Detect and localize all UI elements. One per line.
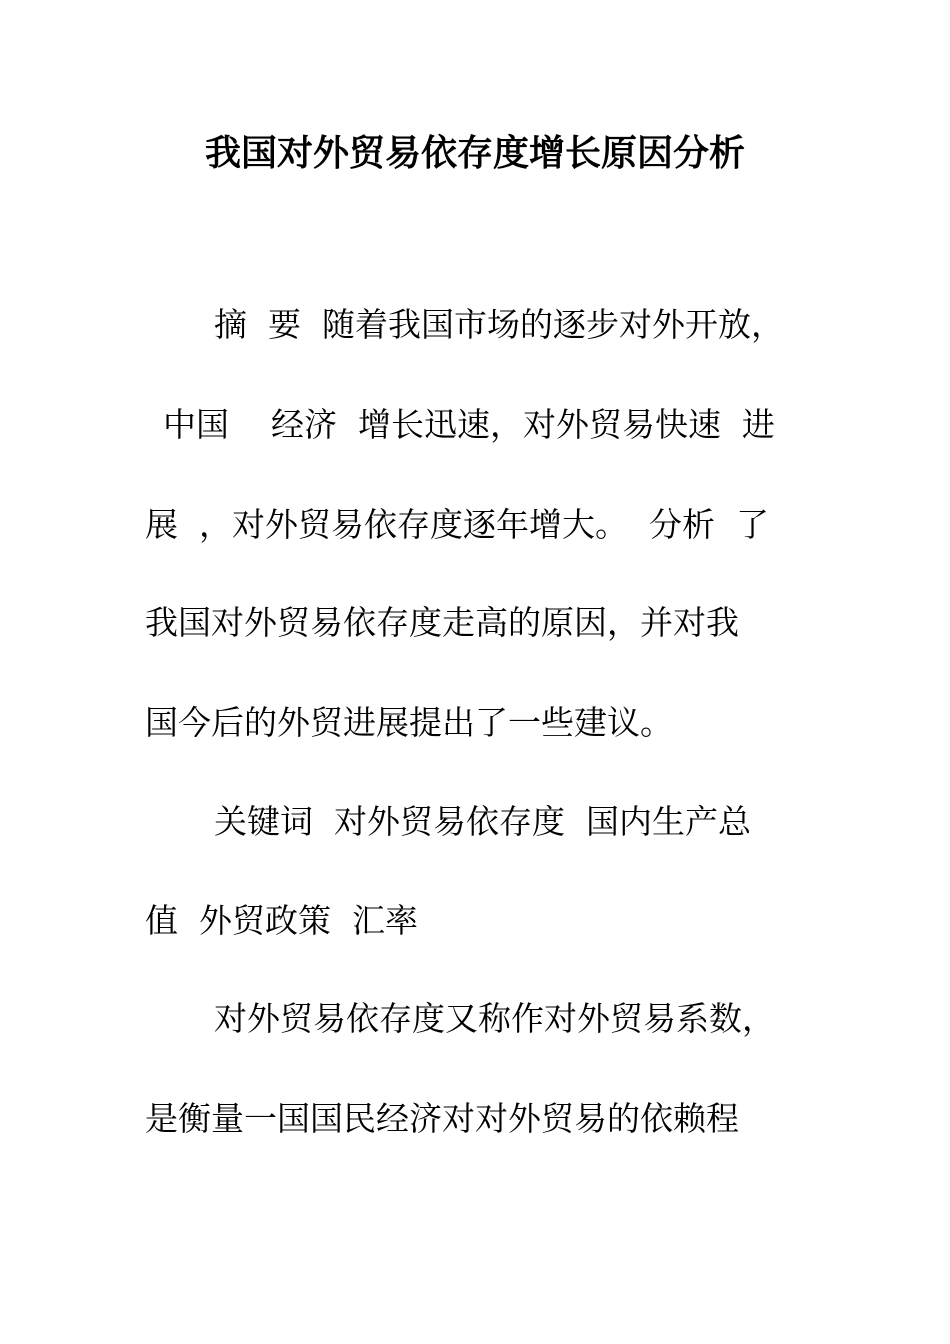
abstract-line-1: 摘 要 随着我国市场的逐步对外开放，	[214, 305, 784, 344]
document-title: 我国对外贸易依存度增长原因分析	[204, 133, 745, 174]
keywords-line-2: 值 外贸政策 汇率	[145, 901, 418, 940]
abstract-line-5: 国今后的外贸进展提出了一些建议。	[145, 703, 673, 742]
abstract-line-3: 展 ，对外贸易依存度逐年增大。 分析 了	[145, 505, 769, 544]
abstract-line-4: 我国对外贸易依存度走高的原因，并对我	[145, 603, 739, 642]
body-line-2: 是衡量一国国民经济对对外贸易的依赖程	[145, 1099, 739, 1138]
abstract-line-2: 中国 经济 增长迅速，对外贸易快速 进	[163, 405, 775, 444]
body-line-1: 对外贸易依存度又称作对外贸易系数，	[214, 999, 775, 1038]
keywords-line-1: 关键词 对外贸易依存度 国内生产总	[214, 802, 751, 841]
